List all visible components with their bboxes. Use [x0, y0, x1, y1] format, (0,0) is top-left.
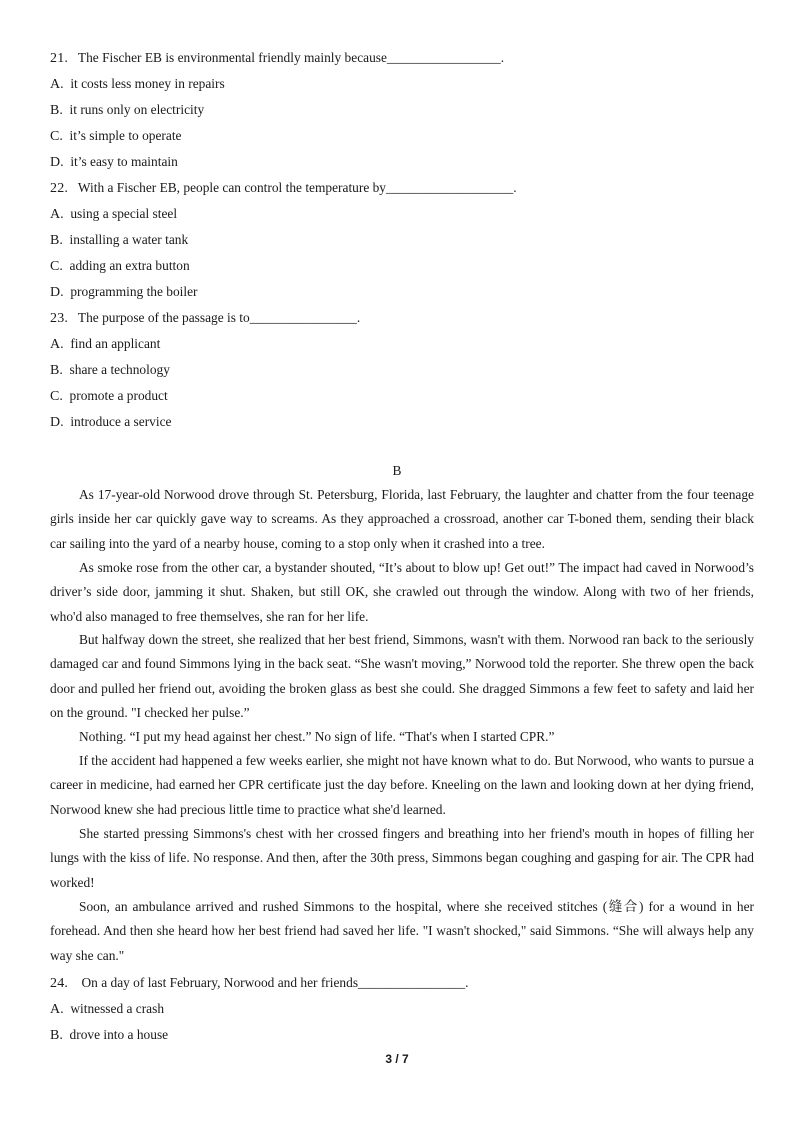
question-stem: The purpose of the passage is to________________. — [77, 310, 361, 325]
option-21-b — [50, 101, 204, 120]
question-24 — [50, 974, 469, 993]
option-24-a — [50, 1000, 164, 1019]
option-letter: A. — [50, 337, 64, 352]
option-letter: A. — [50, 77, 64, 92]
option-23-b — [50, 361, 170, 380]
option-24-b — [50, 1026, 168, 1045]
question-stem: With a Fischer EB, people can control the temperature by___________________. — [77, 180, 517, 195]
option-text: using a special steel — [70, 206, 178, 221]
option-text: share a technology — [69, 362, 170, 377]
passage-paragraph-1: As 17-year-old Norwood drove through St. Petersburg, Florida, last February, the laughter and chatter from the four teenage girls inside her car quickly gave way to screams. As they approached a crossroad, another car T-boned them, sending their black car sailing into the yard of a nearby house, coming to a stop only when it crashed into a tree. — [50, 487, 754, 551]
option-text: it costs less money in repairs — [70, 76, 225, 91]
question-21 — [50, 49, 504, 68]
option-text: installing a water tank — [69, 232, 189, 247]
question-number: 24. — [50, 976, 69, 991]
option-text: adding an extra button — [69, 258, 190, 273]
option-text: witnessed a crash — [70, 1001, 165, 1016]
passage-paragraph-7: Soon, an ambulance arrived and rushed Simmons to the hospital, where she received stitches (缝合) for a wound in her forehead. And then she heard how her best friend had saved her life. "I wasn't shocked," said Simmons. “She will always help any way she can." — [50, 899, 754, 963]
option-23-d — [50, 413, 171, 432]
option-letter: C. — [50, 129, 63, 144]
passage-paragraph-2: As smoke rose from the other car, a bystander shouted, “It’s about to blow up! Get out!” The impact had caved in Norwood’s driver’s side door, jamming it shut. Shaken, but still OK, she crawled out through the window. Along with two of her friends, who'd also managed to free themselves, she ran for her life. — [50, 560, 754, 624]
question-stem: The Fischer EB is environmental friendly mainly because_________________. — [77, 50, 505, 65]
option-21-d — [50, 153, 178, 172]
section-heading: B — [392, 463, 402, 478]
question-stem: On a day of last February, Norwood and her friends________________. — [81, 975, 469, 990]
question-number: 22. — [50, 181, 69, 196]
question-number: 23. — [50, 311, 69, 326]
option-letter: B. — [50, 363, 63, 378]
passage-paragraph-6: She started pressing Simmons's chest with her crossed fingers and breathing into her friend's mouth in hopes of filling her lungs with the kiss of life. No response. And then, after the 30th press, Simmons began coughing and gasping for air. The CPR had worked! — [50, 826, 754, 890]
option-text: drove into a house — [69, 1027, 169, 1042]
option-letter: C. — [50, 389, 63, 404]
question-23 — [50, 309, 360, 328]
option-letter: A. — [50, 207, 64, 222]
question-22 — [50, 179, 517, 198]
option-21-c — [50, 127, 181, 146]
option-letter: D. — [50, 415, 64, 430]
page-number: 3 / 7 — [385, 1052, 409, 1066]
question-number: 21. — [50, 51, 69, 66]
option-letter: C. — [50, 259, 63, 274]
option-text: promote a product — [69, 388, 168, 403]
option-letter: D. — [50, 155, 64, 170]
option-23-a — [50, 335, 160, 354]
option-22-d — [50, 283, 198, 302]
option-text: it’s simple to operate — [69, 128, 182, 143]
option-letter: B. — [50, 103, 63, 118]
option-text: it’s easy to maintain — [70, 154, 178, 169]
option-22-b — [50, 231, 188, 250]
passage-paragraph-3: But halfway down the street, she realized that her best friend, Simmons, wasn't with them. Norwood ran back to the seriously damaged car and found Simmons lying in the back seat. “She wasn't moving,” Norwood told the reporter. She threw open the back door and pulled her friend out, avoiding the broken glass as best she could. She dragged Simmons a few feet to safety and laid her on the ground. "I checked her pulse.” — [50, 632, 754, 720]
passage-paragraph-4: Nothing. “I put my head against her chest.” No sign of life. “That's when I started CPR.” — [79, 729, 555, 744]
option-letter: B. — [50, 1028, 63, 1043]
option-text: find an applicant — [70, 336, 161, 351]
option-text: programming the boiler — [70, 284, 198, 299]
option-23-c — [50, 387, 168, 406]
option-22-c — [50, 257, 190, 276]
passage-paragraph-5: If the accident had happened a few weeks earlier, she might not have known what to do. But Norwood, who wants to pursue a career in medicine, had earned her CPR certificate just the day before. Kneeling on the lawn and looking down at her dying friend, Norwood knew she had precious little time to practice what she'd learned. — [50, 753, 754, 817]
option-letter: A. — [50, 1002, 64, 1017]
option-text: it runs only on electricity — [69, 102, 205, 117]
option-21-a — [50, 75, 225, 94]
option-text: introduce a service — [70, 414, 172, 429]
option-22-a — [50, 205, 177, 224]
option-letter: B. — [50, 233, 63, 248]
option-letter: D. — [50, 285, 64, 300]
